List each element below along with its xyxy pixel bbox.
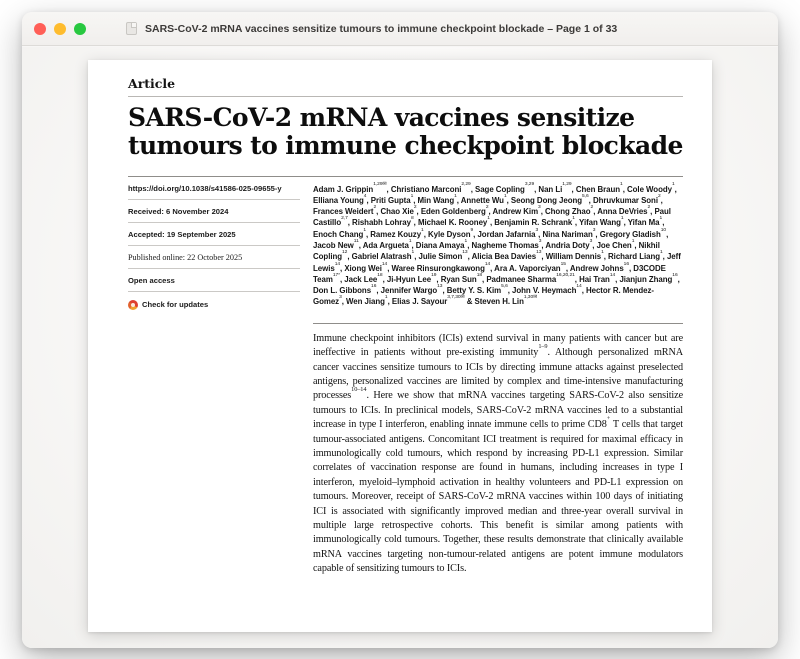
published-date: Published online: 22 October 2025 xyxy=(128,246,300,269)
document-icon xyxy=(126,22,137,35)
article-main-column xyxy=(313,177,683,577)
abstract: Immune checkpoint inhibitors (ICIs) extend survival in many patients with cancer but are ineffective in patients without pre-existing immunity$^{1-9}$. Although personalized mRNA cancer vaccines sensitize tumours to ICIs by directing immune attacks against preselected antigens, personalized vaccines are limited by complex and time-intensive manufacturing processes$^{10-14}$. Here we show that mRNA vaccines targeting SARS-CoV-2 also sensitize tumours to ICIs. In preclinical models, SARS-CoV-2 mRNA vaccines led to a substantial increase in type I interferon, enabling innate immune cells to prime CD8+ T cells that target tumour-associated antigens. Concomitant ICI treatment is required for maximal efficacy in immunologically cold tumours, which respond by increasing PD-L1 expression. Similar correlates of vaccination response are found in humans, including increases in type I interferon, myeloid–lymphoid activation in healthy volunteers and PD-L1 expression on tumours. Moreover, receipt of SARS-CoV-2 mRNA vaccines within 100 days of initiating ICI is associated with significantly improved median and three-year overall survival in multiple large retrospective cohorts. This benefit is similar among patients with immunologically cold tumours. Together, these results demonstrate that clinically available mRNA vaccines targeting non-tumour-related antigens are potent immune modulators capable of sensitizing tumours to ICIs. xyxy=(313,332,683,575)
pdf-page xyxy=(88,60,712,632)
crossmark-icon xyxy=(128,300,138,310)
doi-link[interactable]: https://doi.org/10.1038/s41586-025-09655-y xyxy=(128,177,300,200)
article-title: SARS-CoV-2 mRNA vaccines sensitize tumours to immune checkpoint blockade xyxy=(128,103,683,161)
close-button[interactable] xyxy=(34,23,46,35)
article-metadata xyxy=(128,177,300,577)
article-kicker: Article xyxy=(128,76,176,91)
received-date: Received: 6 November 2024 xyxy=(128,200,300,223)
window-titlebar[interactable] xyxy=(22,12,778,46)
abstract-divider xyxy=(313,323,683,324)
author-list: Adam J. Grippin$^{1,29✉}$, Christiano Marconi$^{2,29}$, Sage Copling$^{3,29}$, Nan Li$^{1,29}$, Chen Braun$^1$, Cole Woody$^1$, Elliana Young$^4$, Priti Gupta$^1$, Min Wang$^1$, Annette Wu$^1$, Seong Dong Jeong$^{5,6}$, Dhruvkumar Soni$^2$, Frances Weidert$^2$, Chao Xie$^2$, Eden Goldenberg$^2$, Andrew Kim$^3$, Chong Zhao$^2$, Anna DeVries$^2$, Paul Castillo$^{2,7}$, Rishabh Lohray$^8$, Michael K. Rooney$^1$, Benjamin R. Schrank$^1$, Yifan Wang$^1$, Yifan Ma$^1$, Enoch Chang$^1$, Ramez Kouzy$^1$, Kyle Dyson$^9$, Jordan Jafarnia$^3$, Nina Nariman$^3$, Gregory Gladish$^{10}$, Jacob New$^{11}$, Ada Argueta$^1$, Diana Amaya$^1$, Nagheme Thomas$^3$, Andria Doty$^3$, Joe Chen$^1$, Nikhil Copling$^{12}$, Gabriel Alatrash$^1$, Julie Simon$^{13}$, Alicia Bea Davies$^{13}$, William Dennis$^1$, Richard Liang$^1$, Jeff Lewis$^{14}$, Xiong Wei$^{14}$, Waree Rinsurongkawong$^{14}$, Ara A. Vaporciyan$^{15}$, Andrew Johns$^{16}$, D3CODE Team$^{17*}$, Jack Lee$^{18}$, Ji-Hyun Lee$^{19}$, Ryan Sun$^{18}$, Padmanee Sharma$^{16,20,21}$, Hai Tran$^{14}$, Jianjun Zhang$^{16}$, Don L. Gibbons$^{16}$, Jennifer Wargo$^{13}$, Betty Y. S. Kim$^{5,6}$, John V. Heymach$^{14}$, Hector R. Mendez-Gomez$^3$, Wen Jiang$^1$, Elias J. Sayour$^{3,7,30✉}$ & Steven H. Lin$^{1,30✉}$ xyxy=(313,182,681,307)
zoom-button[interactable] xyxy=(74,23,86,35)
check-for-updates-label: Check for updates xyxy=(142,300,209,309)
app-window xyxy=(22,12,778,648)
document-viewport[interactable] xyxy=(22,47,778,648)
accepted-date: Accepted: 19 September 2025 xyxy=(128,223,300,246)
check-for-updates[interactable] xyxy=(128,292,300,316)
open-access-label: Open access xyxy=(128,269,300,292)
minimize-button[interactable] xyxy=(54,23,66,35)
article-columns xyxy=(128,176,683,577)
traffic-lights xyxy=(34,23,86,35)
kicker-divider xyxy=(128,96,683,97)
window-title: SARS-CoV-2 mRNA vaccines sensitize tumours to immune checkpoint blockade – Page 1 of 33 xyxy=(145,22,618,35)
